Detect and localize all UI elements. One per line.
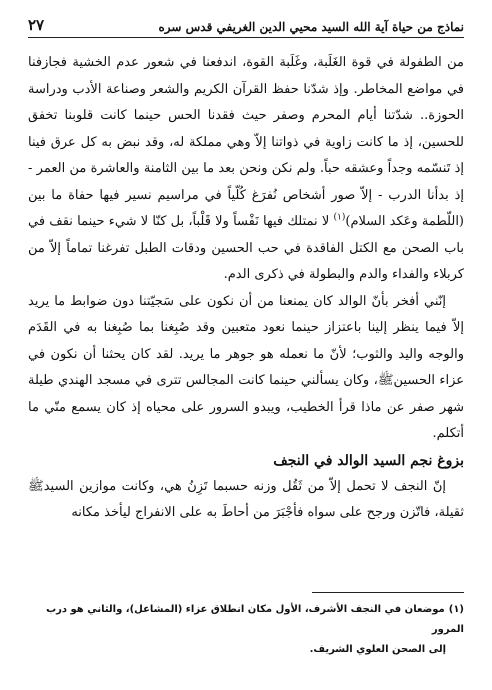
paragraph-1 xyxy=(28,50,464,289)
footnote xyxy=(28,600,464,660)
paragraph-2 xyxy=(28,289,464,448)
paragraph-3-text-b: ثقيلة، فاتّزن ورجح على سواه فأجْبَرَ من أحاطَ به على الانفراج ليأخذ مكانه xyxy=(71,505,464,520)
section-title: بزوغ نجم السيد الوالد في النجف xyxy=(273,452,464,469)
running-title: نماذج من حياة آية الله السيد محيي الدين الغريفي قدس سره xyxy=(158,20,464,34)
footnote-text-line2: إلى الصحن العلوي الشريف. xyxy=(309,644,446,655)
footnote-divider xyxy=(312,592,464,593)
footnote-reference: (١) xyxy=(333,212,346,223)
page-number: ٢٧ xyxy=(28,16,45,34)
paragraph-1-tail: لا نمتلك فيها نَفْساً ولا قَلْباً، بل كنّا لا شيء حينما نقف في باب الصحن مع الكتل الفاقدة في حب الحسين ودقات الطبل تفرغنا تماماً إلاّ من كربلاء والفداء والدم والبطولة في ذكرى الدم. xyxy=(28,214,464,282)
paragraph-1-text: من الطفولة في قوة الغَلَبة، وغَلَبة القوة، اندفعنا في شعور عدم الخشية فجازفنا في مواضع المخاطر. وإذ شدّنا حفظ القرآن الكريم والشعر وصناعة الأدب ودراسة الحوزة.. شدّتنا أيام المحرم وصفر حيث فقدنا الحس حينما كانت قلوبنا تخفق للحسين، إذ ما كانت زاوية في ذواتنا إلاّ وهي مملكة له، وقد نبض به كل عرق فينا إذ تَنسّمه وجداً وعشقه حباً. ولم نكن ونحن بعد ما بين الثامنة والعاشرة من العمر - إذ بدأنا الدرب - إلاّ صور أشخاص نُفرَغ كُلّياً في مراسيم نسير فيها حفاة ما بين (اللّطمة وعَكد السلام) xyxy=(28,55,465,229)
paragraph-2-text-a: إنّني أفخر بأنّ الوالد كان يمنعنا من أن نكون على سَجيّتنا دون ضوابط ما يريد إلاّ فيما ينظر إلينا باعتزاز حينما نعود متعبين وقد صُبِغنا بما صُبِغنا به في القَدَم والوجه واليد والثوب؛ لأنّ ما نعمله هو جوهر ما يريد. لقد كان يحثنا أن نكون في عزاء الحسين xyxy=(28,293,464,388)
honorific-glyph: ﷺ xyxy=(377,373,394,388)
footnote-text-line1: موضعان في النجف الأشرف، الأول مكان انطلاق عزاء (المشاعل)، والثاني هو درب المرور xyxy=(46,604,464,635)
paragraph-2-text-b: ، وكان يسألني حينما كانت المجالس تترى في مسجد الهندي طيلة شهر صفر عن ماذا قرأ الخطيب، ويبدو السرور على محياه إذ كان يسمع منّي ما أتكلم. xyxy=(28,373,464,441)
honorific-glyph: ﷺ xyxy=(28,478,44,494)
paragraph-3-text-a: إنّ النجف لا تحمل إلاّ من ثَقُل وزنه حسبما تَزِنُ هي، وكانت موازين السيد xyxy=(43,478,446,494)
footnote-number: (١) xyxy=(448,604,464,615)
paragraph-3 xyxy=(28,474,464,527)
body-text xyxy=(28,50,464,527)
page-header xyxy=(28,8,464,38)
